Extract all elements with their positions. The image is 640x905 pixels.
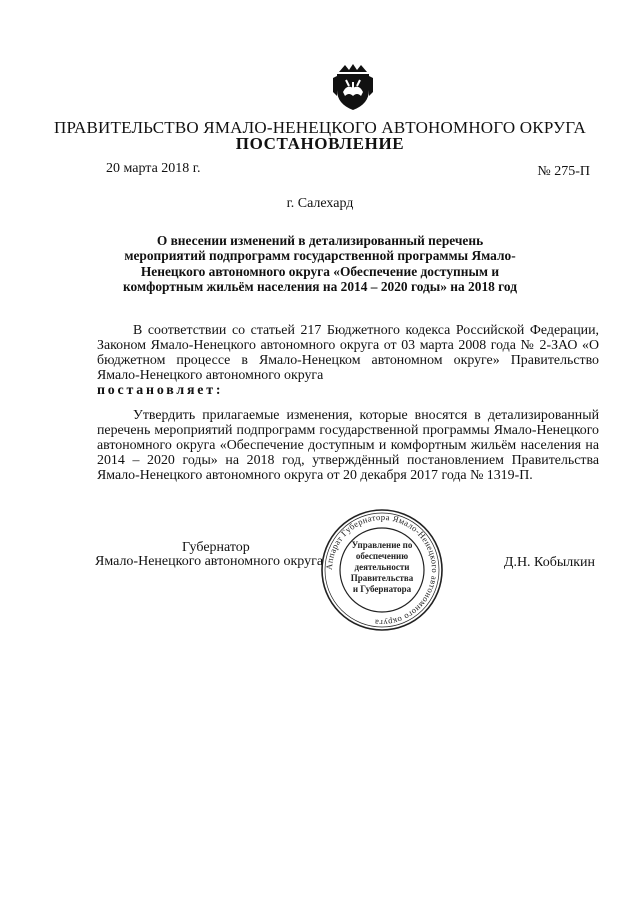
organization-name: ПРАВИТЕЛЬСТВО ЯМАЛО-НЕНЕЦКОГО АВТОНОМНОГО ОКРУГА	[54, 118, 586, 137]
stamp-line-4: Правительства	[350, 573, 414, 583]
official-stamp	[320, 508, 444, 632]
stamp-line-2: обеспечению	[355, 551, 409, 561]
document-city: г. Салехард	[286, 196, 354, 211]
operative-paragraph: Утвердить прилагаемые изменения, которые вносятся в детализированный перечень мероприятий подпрограмм государственной программы Ямало-Ненецкого автономного округа «Обеспечение доступным и комфортным жильём населения на 2014 – 2020 годы» на 2018 год, утверждённый постановлением Правительства Ямало-Ненецкого автономного округа от 20 декабря 2017 года № 1319-П.	[97, 408, 599, 484]
stamp-outer-text: Аппарат Губернатора Ямало-Ненецкого автономного округа	[323, 511, 441, 629]
document-number: № 275-П	[537, 164, 590, 179]
resolves-word: постановляет:	[97, 383, 224, 399]
stamp-line-5: и Губернатора	[352, 584, 412, 594]
document-date: 20 марта 2018 г.	[106, 161, 201, 176]
document-type: ПОСТАНОВЛЕНИЕ	[235, 134, 405, 153]
stamp-line-3: деятельности	[354, 562, 410, 572]
preamble-text: В соответствии со статьей 217 Бюджетного кодекса Российской Федерации, Законом Ямало-Ненецкого автономного округа от 03 марта 2008 года № 2-ЗАО «О бюджетном процессе в Ямало-Ненецком автономном округе» Правительство Ямало-Ненецкого автономного округа	[97, 323, 599, 384]
document-title: О внесении изменений в детализированный перечень мероприятий подпрограмм государственной программы Ямало-Ненецкого автономного округа «Обеспечение доступным и комфортным жильём населения на 2014 – 2020 годы» на 2018 год	[122, 233, 518, 294]
coat-of-arms-icon	[331, 62, 375, 112]
stamp-line-1: Управление по	[351, 540, 413, 550]
signer-position: Губернатор	[182, 540, 250, 555]
signer-name: Д.Н. Кобылкин	[503, 555, 595, 570]
signer-region: Ямало-Ненецкого автономного округа	[95, 554, 324, 569]
preamble-paragraph	[97, 323, 599, 398]
